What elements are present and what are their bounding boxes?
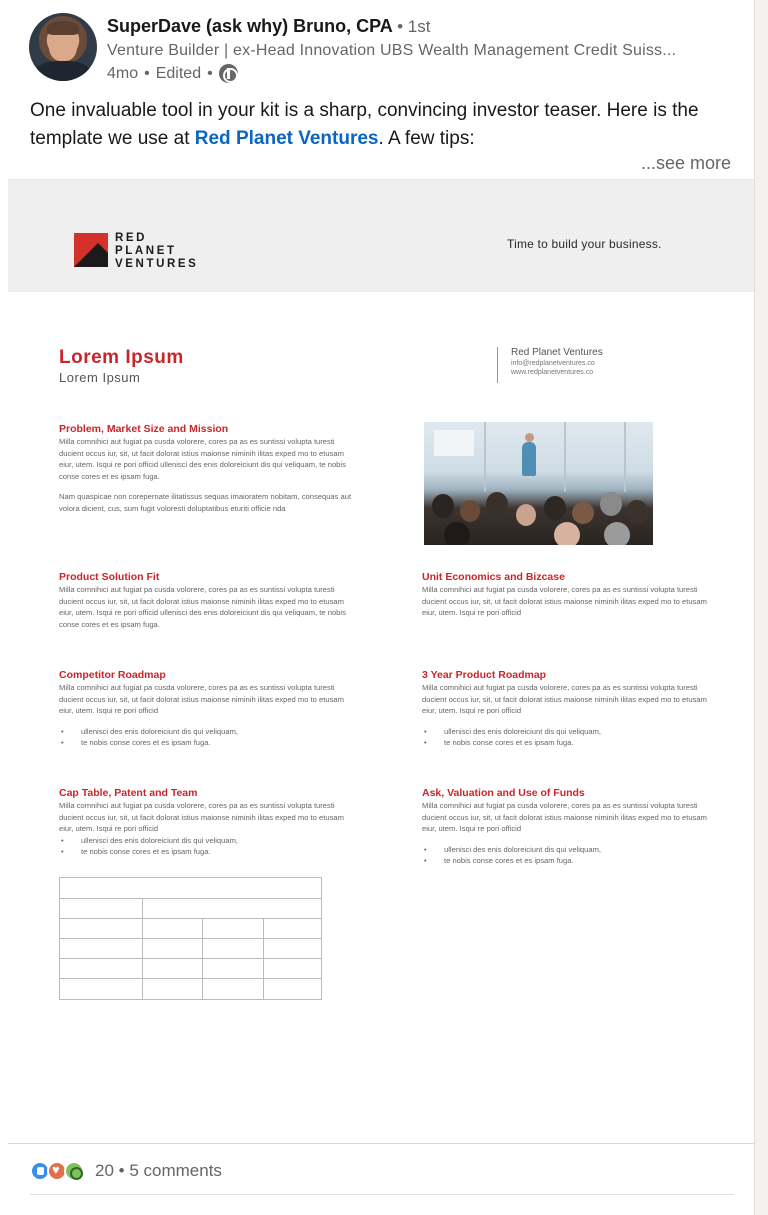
conference-photo: [424, 422, 653, 545]
social-counts[interactable]: [30, 1161, 222, 1181]
logo-line-2: PLANET: [115, 245, 177, 257]
photo-audience: [600, 492, 622, 516]
section-body: Milla comnihici aut fugiat pa cusda volorere, cores pa as es suntissi volupta turesti ducient occus iur, sit, ut facit dolorat istius maionse niminih ilitas exped mo to etusam eiur, utem. Isqui re pori officid: [422, 585, 707, 617]
photo-audience: [516, 504, 536, 526]
bullet-list: [59, 726, 354, 749]
photo-audience: [432, 494, 454, 518]
bullet-item: • te nobis conse cores et es ipsam fuga.: [59, 737, 354, 749]
section-body: Milla comnihici aut fugiat pa cusda volorere, cores pa as es suntissi volupta turesti ducient occus iur, sit, ut facit dolorat istius maionse niminih ilitas exped mo to etusam eiur, utem. Isqui re pori officid: [422, 801, 707, 833]
table-col-line: [142, 898, 143, 999]
author-name[interactable]: SuperDave (ask why) Bruno, CPA: [107, 16, 393, 36]
section-title: Ask, Valuation and Use of Funds: [422, 787, 585, 799]
logo-line-1: RED: [115, 232, 148, 244]
meta-separator: •: [144, 64, 150, 82]
table-col-line: [263, 918, 264, 999]
document-tagline: Time to build your business.: [507, 237, 662, 251]
author-headline: Venture Builder | ex-Head Innovation UBS Wealth Management Credit Suiss...: [107, 42, 677, 59]
section-unit-economics: [422, 571, 717, 619]
photo-speaker: [522, 442, 536, 476]
photo-screen: [434, 430, 474, 456]
photo-audience: [572, 502, 594, 524]
section-title: 3 Year Product Roadmap: [422, 669, 547, 681]
degree-separator: •: [397, 17, 404, 36]
section-title: Problem, Market Size and Mission: [59, 423, 229, 435]
document-subtitle: Lorem Ipsum: [59, 370, 141, 385]
photo-window-frame: [564, 422, 566, 492]
document-contact: [497, 347, 603, 383]
table-row-line: [60, 978, 321, 979]
post-text-start: One invaluable tool in your kit is a sharp, convincing investor teaser. Here is the template we use at: [30, 100, 699, 149]
post-edited: Edited: [155, 64, 202, 82]
globe-icon: [219, 64, 238, 83]
bullet-item: • ullenisci des enis doloreiciunt dis qui veliquam,: [422, 844, 717, 856]
bullet-item: • ullenisci des enis doloreiciunt dis qui veliquam,: [59, 835, 354, 847]
section-body: Milla comnihici aut fugiat pa cusda volorere, cores pa as es suntissi volupta turesti ducient occus iur, sit, ut facit dolorat istius maionse niminih ilitas exped mo to etusam eiur, utem. Isqui re pori officid: [422, 683, 707, 715]
bullet-item: • te nobis conse cores et es ipsam fuga.: [422, 855, 717, 867]
photo-audience: [486, 492, 508, 516]
section-body: Milla comnihici aut fugiat pa cusda volorere, cores pa as es suntissi volupta turesti ducient occus iur, sit, ut facit dolorat istius maionse niminih ilitas exped mo to etusam eiur, utem. Isqui re pori officid: [59, 801, 344, 833]
red-planet-logo-icon: [74, 233, 108, 267]
post-text-end: . A few tips:: [378, 128, 475, 149]
bullet-item: • ullenisci des enis doloreiciunt dis qui veliquam,: [59, 726, 354, 738]
section-competitor: [59, 669, 354, 749]
avatar-shirt: [35, 61, 91, 81]
bullet-item: • ullenisci des enis doloreiciunt dis qui veliquam,: [422, 726, 717, 738]
table-row-line: [60, 918, 321, 919]
counts-text: [95, 1161, 222, 1181]
document-title: Lorem Ipsum: [59, 347, 184, 368]
logo-line-3: VENTURES: [115, 258, 199, 270]
post-meta: [107, 64, 238, 83]
bullet-list: [422, 726, 717, 749]
cap-table-grid: [59, 877, 322, 1000]
section-paragraph: Milla comnihici aut fugiat pa cusda volorere, cores pa as es suntissi volupta turesti ducient occus iur, sit, ut facit dolorat istius maionse niminih ilitas exped mo to etusam eiur, utem. Isqui re pori officid ullenisci des enis doloreiciunt dis qui veliquam, te nobis conse cores et es ipsam fuga.: [59, 437, 346, 481]
section-roadmap: [422, 669, 717, 749]
see-more-button[interactable]: ...see more: [640, 153, 731, 173]
document-preview[interactable]: [8, 179, 754, 1144]
contact-email: info@redplanetventures.co: [511, 360, 595, 367]
photo-audience: [554, 522, 580, 545]
footer-divider: [30, 1194, 734, 1195]
photo-audience: [604, 522, 630, 545]
photo-audience: [626, 500, 648, 524]
section-product: [59, 571, 354, 630]
contact-name: Red Planet Ventures: [511, 347, 603, 358]
bullet-list: [59, 835, 354, 858]
section-body: [59, 436, 354, 514]
photo-audience: [444, 522, 470, 545]
photo-window-frame: [624, 422, 626, 492]
table-row-line: [60, 958, 321, 959]
connection-degree: 1st: [407, 17, 431, 36]
author-avatar[interactable]: [29, 13, 97, 81]
post-time: 4mo: [107, 64, 139, 82]
photo-window-frame: [484, 422, 486, 492]
company-link[interactable]: Red Planet Ventures: [194, 128, 379, 149]
table-row-line: [60, 898, 321, 899]
bullet-item: • te nobis conse cores et es ipsam fuga.: [422, 737, 717, 749]
support-icon: [64, 1161, 84, 1181]
counts-separator: •: [118, 1161, 125, 1180]
section-title: Unit Economics and Bizcase: [422, 571, 565, 583]
section-body: Milla comnihici aut fugiat pa cusda volorere, cores pa as es suntissi volupta turesti ducient occus iur, sit, ut facit dolorat istius maionse niminih ilitas exped mo to etusam eiur, utem. Isqui re pori officid ullenisci des enis doloreiciunt dis qui veliquam, te nobis conse cores et es ipsam fuga.: [59, 585, 346, 629]
section-title: Product Solution Fit: [59, 571, 160, 583]
bullet-list: [422, 844, 717, 867]
section-ask: [422, 787, 717, 867]
photo-audience: [544, 496, 566, 520]
section-title: Cap Table, Patent and Team: [59, 787, 198, 799]
table-col-line: [202, 918, 203, 999]
reaction-count[interactable]: 20: [95, 1161, 114, 1180]
section-title: Competitor Roadmap: [59, 669, 166, 681]
comments-count[interactable]: 5 comments: [129, 1161, 222, 1180]
author-name-line[interactable]: [107, 16, 430, 37]
meta-separator-2: •: [207, 64, 213, 82]
document-banner: [8, 180, 754, 292]
avatar-hair: [47, 21, 79, 35]
bullet-item: • te nobis conse cores et es ipsam fuga.: [59, 846, 354, 858]
contact-web: www.redplanetventures.co: [511, 369, 594, 376]
section-paragraph: Nam quaspicae non corepernate ilitatissus sequas imaioratem nobitam, consequas aut volora dicient, cus, sum fugit voloresti doluptatibus eturiti officie nda: [59, 492, 352, 513]
section-body: Milla comnihici aut fugiat pa cusda volorere, cores pa as es suntissi volupta turesti ducient occus iur, sit, ut facit dolorat istius maionse niminih ilitas exped mo to etusam eiur, utem. Isqui re pori officid: [59, 683, 344, 715]
table-row-line: [60, 938, 321, 939]
photo-audience: [460, 500, 480, 522]
post-text: [30, 97, 740, 153]
logo-wordmark: [115, 232, 198, 271]
section-problem: [59, 423, 354, 514]
section-captable: [59, 787, 354, 858]
